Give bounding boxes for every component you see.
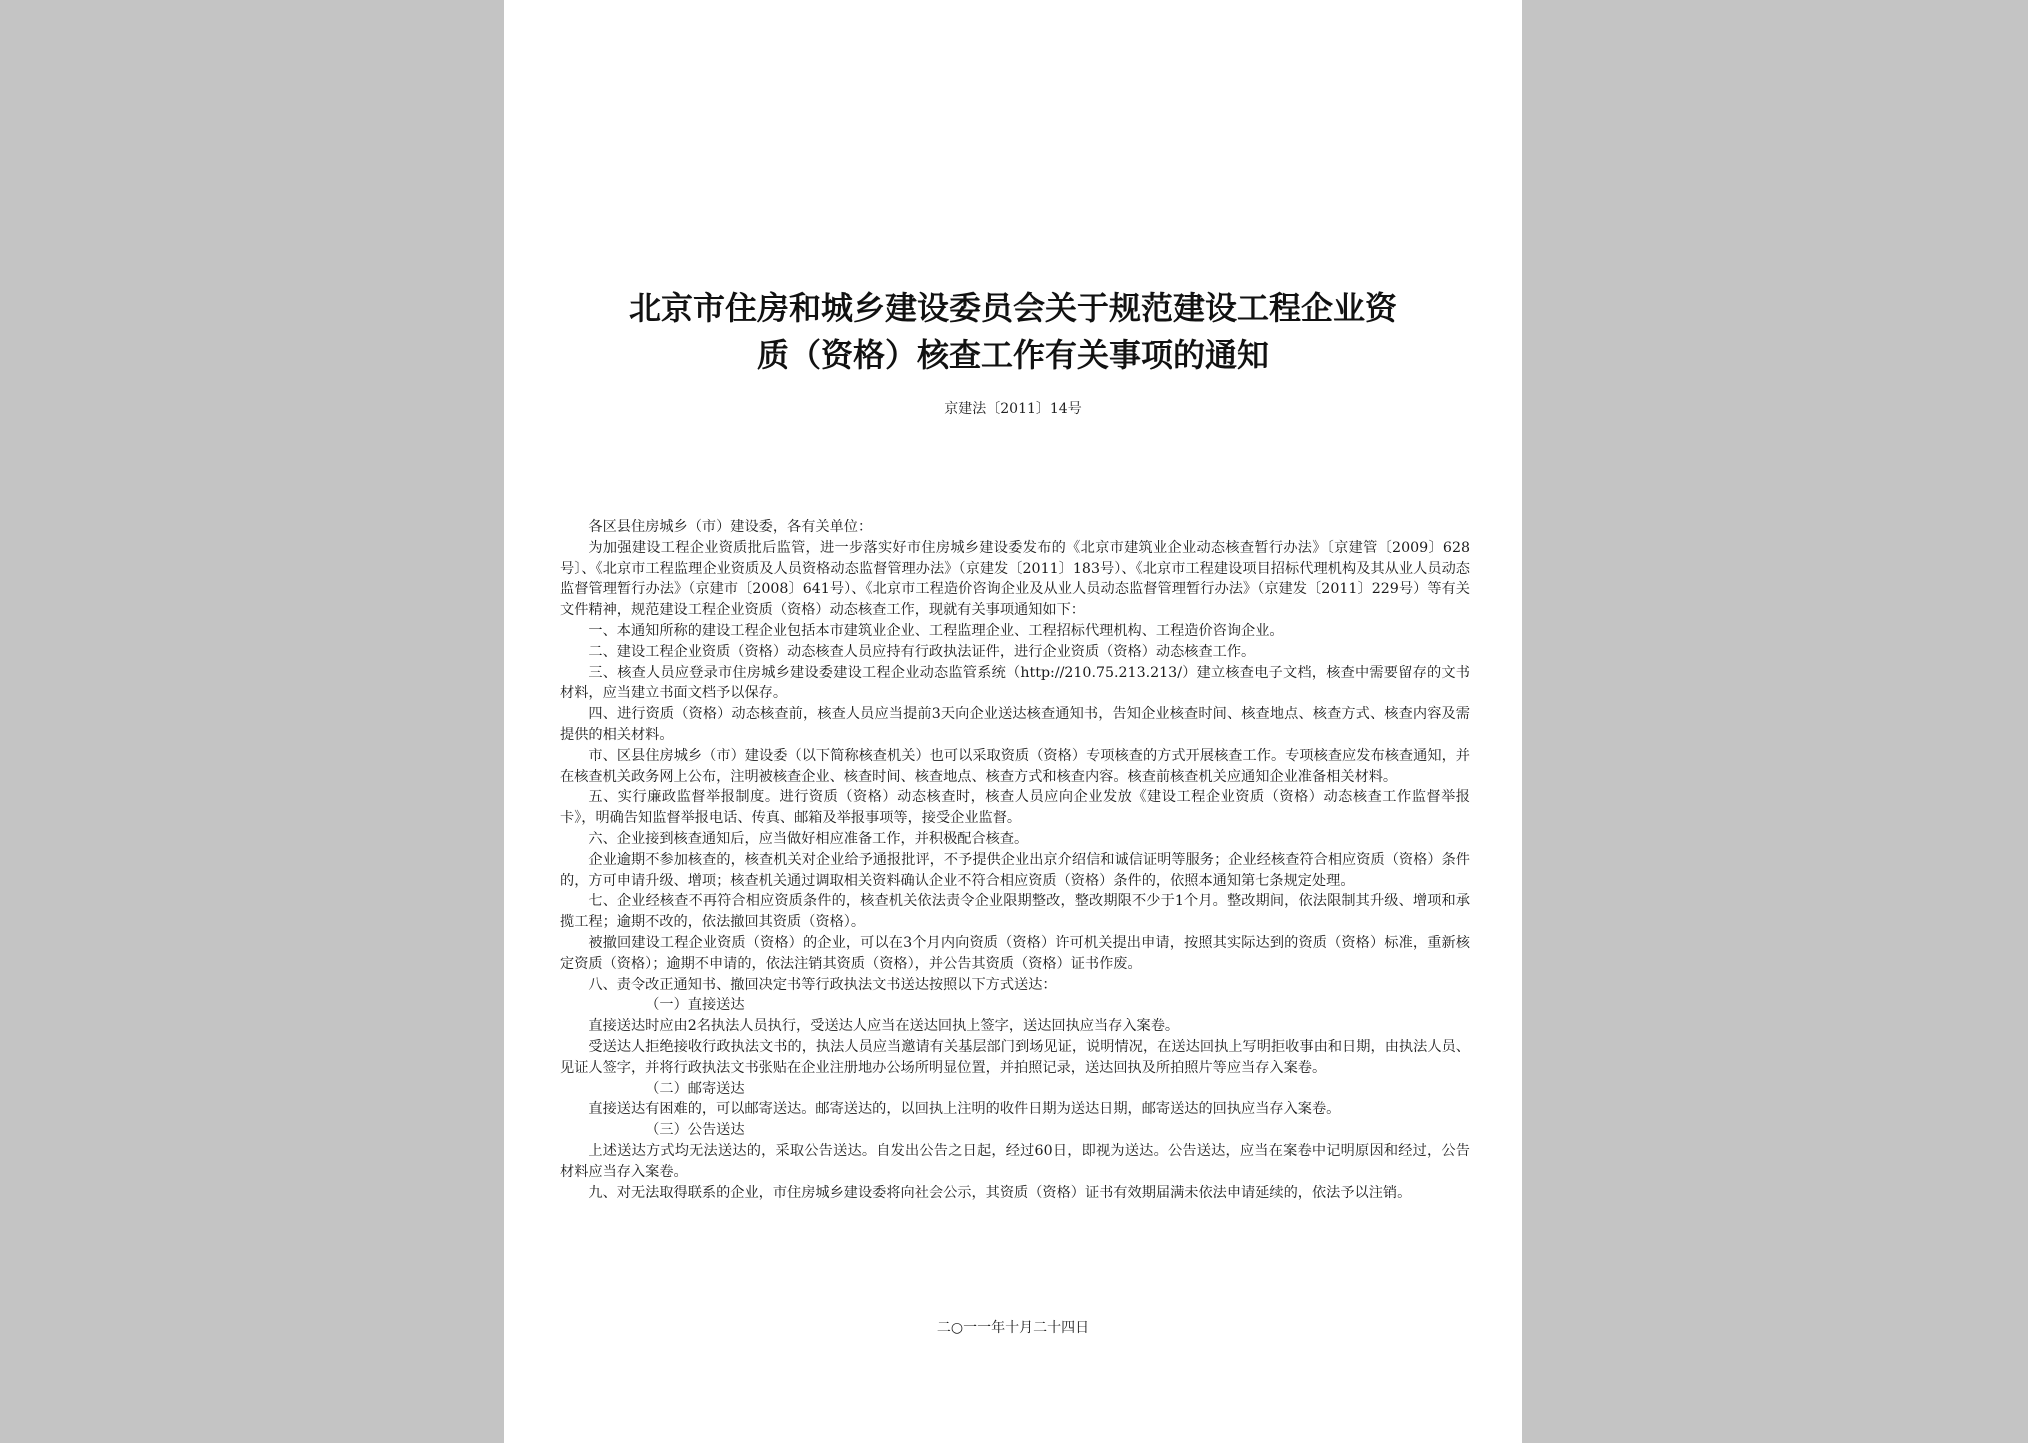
document-title [544,285,1482,379]
paragraph: 五、实行廉政监督举报制度。进行资质（资格）动态核查时，核查人员应向企业发放《建设工程企业资质（资格）动态核查工作监督举报卡》，明确告知监督举报电话、传真、邮箱及举报事项等，接受企业监督。 [560,789,1470,827]
paragraph: 直接送达时应由2名执法人员执行，受送达人应当在送达回执上签字，送达回执应当存入案卷。 [588,1018,1180,1035]
paragraph: 八、责令改正通知书、撤回决定书等行政执法文书送达按照以下方式送达： [588,976,1057,993]
document-body [560,517,1470,1203]
subsection-title: （三）公告送达 [645,1122,745,1139]
paragraph: 六、企业接到核查通知后，应当做好相应准备工作，并积极配合核查。 [588,830,1029,847]
document-number: 京建法〔2011〕14号 [944,401,1082,417]
paragraph: 企业逾期不参加核查的，核查机关对企业给予通报批评，不予提供企业出京介绍信和诚信证明等服务；企业经核查符合相应资质（资格）条件的，方可申请升级、增项；核查机关通过调取相关资料确认企业不符合相应资质（资格）条件的，依照本通知第七条规定处理。 [560,851,1470,889]
paragraph: 受送达人拒绝接收行政执法文书的，执法人员应当邀请有关基层部门到场见证，说明情况，在送达回执上写明拒收事由和日期，由执法人员、见证人签字，并将行政执法文书张贴在企业注册地办公场所明显位置，并拍照记录，送达回执及所拍照片等应当存入案卷。 [560,1038,1470,1076]
paragraph: 市、区县住房城乡（市）建设委（以下简称核查机关）也可以采取资质（资格）专项核查的方式开展核查工作。专项核查应发布核查通知，并在核查机关政务网上公布，注明被核查企业、核查时间、核查地点、核查方式和核查内容。核查前核查机关应通知企业准备相关材料。 [560,747,1470,785]
paragraph: 被撤回建设工程企业资质（资格）的企业，可以在3个月内向资质（资格）许可机关提出申请，按照其实际达到的资质（资格）标准，重新核定资质（资格）；逾期不申请的，依法注销其资质（资格），并公告其资质（资格）证书作废。 [560,934,1470,972]
paragraph: 九、对无法取得联系的企业，市住房城乡建设委将向社会公示，其资质（资格）证书有效期届满未依法申请延续的，依法予以注销。 [588,1184,1412,1201]
title-line-2: 质（资格）核查工作有关事项的通知 [756,336,1269,374]
paragraph: 一、本通知所称的建设工程企业包括本市建筑业企业、工程监理企业、工程招标代理机构、工程造价咨询企业。 [588,622,1284,639]
document-date: 二○一一年十月二十四日 [936,1320,1090,1336]
document-page [504,0,1522,1443]
paragraph: 直接送达有困难的，可以邮寄送达。邮寄送达的，以回执上注明的收件日期为送达日期，邮寄送达的回执应当存入案卷。 [588,1101,1341,1118]
salutation: 各区县住房城乡（市）建设委，各有关单位： [588,519,873,535]
title-line-1: 北京市住房和城乡建设委员会关于规范建设工程企业资 [628,289,1397,327]
paragraph: 四、进行资质（资格）动态核查前，核查人员应当提前3天向企业送达核查通知书，告知企业核查时间、核查地点、核查方式、核查内容及需提供的相关材料。 [560,706,1470,743]
paragraph: 七、企业经核查不再符合相应资质条件的，核查机关依法责令企业限期整改，整改期限不少于1个月。整改期间，依法限制其升级、增项和承揽工程；逾期不改的，依法撤回其资质（资格）。 [560,893,1470,931]
paragraph: 为加强建设工程企业资质批后监管，进一步落实好市住房城乡建设委发布的《北京市建筑业企业动态核查暂行办法》〔京建管〔2009〕628号〕、《北京市工程监理企业资质及人员资格动态监督管理办法》（京建发〔2011〕183号）、《北京市工程建设项目招标代理机构及其从业人员动态监督管理暂行办法》（京建市〔2008〕641号）、《北京市工程造价咨询企业及从业人员动态监督管理暂行办法》（京建发〔2011〕229号）等有关文件精神，规范建设工程企业资质（资格）动态核查工作，现就有关事项通知如下： [560,539,1470,619]
subsection-title: （二）邮寄送达 [645,1080,745,1097]
paragraph: 三、核查人员应登录市住房城乡建设委建设工程企业动态监管系统（http://210.75.213.213/）建立核查电子文档，核查中需要留存的文书材料，应当建立书面文档予以保存。 [560,664,1470,702]
subsection-title: （一）直接送达 [645,997,745,1014]
paragraph: 上述送达方式均无法送达的，采取公告送达。自发出公告之日起，经过60日，即视为送达。公告送达，应当在案卷中记明原因和经过，公告材料应当存入案卷。 [560,1142,1470,1180]
paragraph: 二、建设工程企业资质（资格）动态核查人员应持有行政执法证件，进行企业资质（资格）动态核查工作。 [588,643,1256,660]
